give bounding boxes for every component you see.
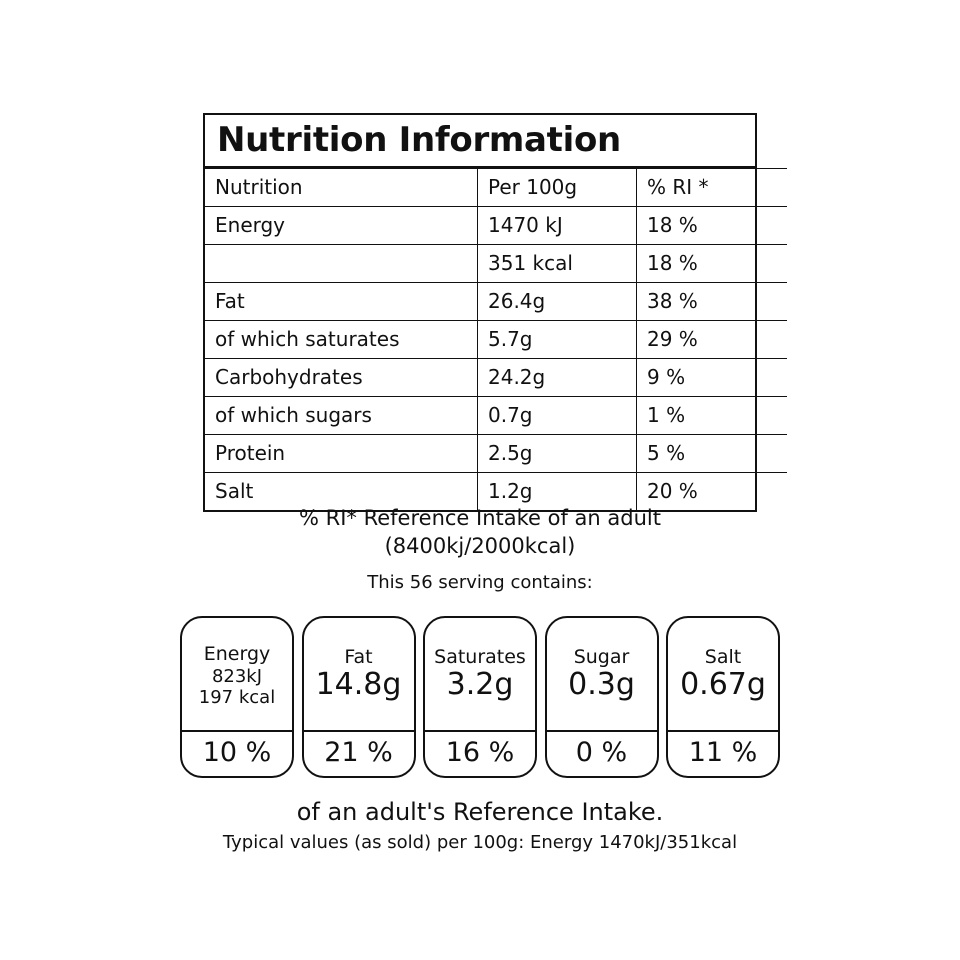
page-title: Nutrition Information [205,115,755,168]
badge-salt-value: 0.67g [680,667,766,703]
cell-nutrient-name: Protein [205,435,478,473]
badge-saturates [423,616,537,778]
cell-per100g: 0.7g [478,397,637,435]
badge-energy-top [182,618,292,732]
nutrition-table [205,168,787,510]
badge-sugar [545,616,659,778]
footer-reference-intake: of an adult's Reference Intake. [296,798,664,826]
badge-fat [302,616,416,778]
cell-ri: 9 % [637,359,788,397]
badge-energy-value-kj: 823kJ [211,665,263,687]
cell-ri: 20 % [637,473,788,511]
badge-saturates-percent: 16 % [445,737,515,769]
cell-nutrient-name: Energy [205,207,478,245]
cell-per100g: 1470 kJ [478,207,637,245]
cell-ri: 18 % [637,207,788,245]
cell-per100g: 351 kcal [478,245,637,283]
table-row [205,321,787,359]
column-header-ri: % RI * [637,169,788,207]
badge-fat-percent: 21 % [324,737,393,769]
footer-typical-values: Typical values (as sold) per 100g: Energy 1470kJ/351kcal [222,832,738,853]
reference-intake-note [203,505,757,561]
badge-fat-top [304,618,414,732]
cell-per100g: 5.7g [478,321,637,359]
badge-saturates-top [425,618,535,732]
cell-nutrient-name: Fat [205,283,478,321]
badge-salt [666,616,780,778]
cell-nutrient-name: of which sugars [205,397,478,435]
cell-ri: 29 % [637,321,788,359]
cell-ri: 5 % [637,435,788,473]
cell-ri: 18 % [637,245,788,283]
badge-salt-label: Salt [704,645,742,668]
reference-intake-note-line2: (8400kj/2000kcal) [384,533,576,558]
badge-energy-percent: 10 % [202,737,272,769]
badge-fat-label: Fat [344,645,373,668]
table-row [205,207,787,245]
badge-energy-label: Energy [203,643,271,666]
table-header-row [205,169,787,207]
table-row [205,435,787,473]
column-header-per100g: Per 100g [478,169,637,207]
cell-per100g: 2.5g [478,435,637,473]
badge-sugar-label: Sugar [573,645,630,668]
column-header-nutrition: Nutrition [205,169,478,207]
badge-salt-top [668,618,778,732]
cell-nutrient-name: of which saturates [205,321,478,359]
serving-contains-line: This 56 serving contains: [367,572,593,593]
badge-sugar-value: 0.3g [568,667,635,703]
table-row [205,397,787,435]
badge-saturates-value: 3.2g [446,667,514,703]
cell-ri: 1 % [637,397,788,435]
badge-fat-value: 14.8g [315,667,402,703]
table-row [205,245,787,283]
badge-saturates-label: Saturates [434,645,526,668]
reference-intake-note-line1: % RI* Reference Intake of an adult [299,506,661,530]
cell-nutrient-name: Carbohydrates [205,359,478,397]
table-row [205,359,787,397]
cell-nutrient-name [205,245,478,283]
cell-per100g: 26.4g [478,283,637,321]
cell-ri: 38 % [637,283,788,321]
badge-sugar-percent: 0 % [575,737,628,769]
cell-nutrient-name: Salt [205,473,478,511]
badge-sugar-top [547,618,657,732]
table-row [205,283,787,321]
cell-per100g: 24.2g [478,359,637,397]
badge-salt-percent: 11 % [688,737,758,769]
badge-energy [180,616,294,778]
nutrition-information-panel [203,113,757,512]
traffic-light-badges [180,616,780,778]
cell-per100g: 1.2g [478,473,637,511]
badge-energy-value-kcal: 197 kcal [198,687,276,709]
